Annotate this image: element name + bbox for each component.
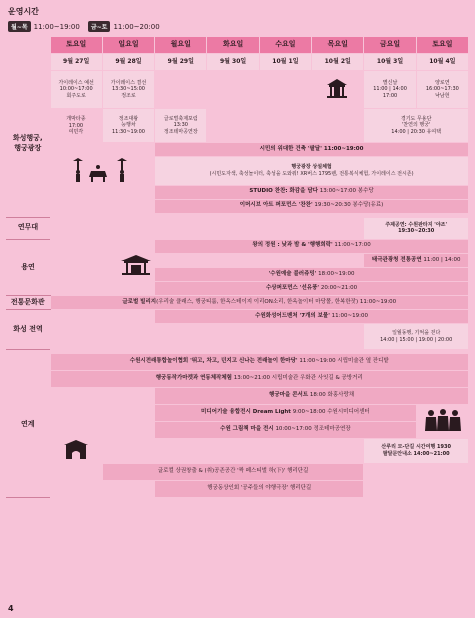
date-header: 10월 1일 [259,54,311,71]
date-header: 9월 28일 [102,54,154,71]
event-title: 왕의 정원 : 낮과 밤 & '행행희락' [252,242,333,249]
event-time: 11:00~19:00 시립미술관 옆 잔디밭 [299,358,389,365]
event-time: 18:00~19:00 [318,270,355,277]
weekend-hours: 11:00~20:00 [113,22,160,31]
table-row [6,439,469,464]
day-header: 수요일 [259,37,311,54]
schedule-title: 운영시간 [8,7,39,16]
event-time: 19:30~20:30 봉수당(유료) [314,202,384,209]
event-bar: 글로컬 상권창출 & (취)공존공간 '짝 페스티벌 하(下)' 행리단길 [102,463,364,480]
event-bar [155,422,417,439]
event-time: 13:00~17:00 봉수당 [319,188,374,195]
pavilion-icon [50,253,155,282]
event-time: 9:00~18:00 수원시미디어센터 [292,409,370,416]
event-bar [155,267,469,281]
event-title: 수원시전래통합놀이협회 '뛰고, 차고, 던지고 신나는 전래놀이 한마당' [129,358,298,365]
section-label-traditional: 전통문화관 [6,296,50,310]
event-title: '수원예술 블러쥬밍' [268,270,317,277]
day-header: 토요일 [416,37,468,54]
event-cell [155,157,469,186]
event-bar [155,405,417,422]
event-cell: 별신날 11:00 | 14:00 17:00 [364,71,416,109]
event-title: 수원화성어드벤처 '7개의 보물' [255,312,330,319]
date-header: 9월 27일 [50,54,102,71]
day-header-row [6,37,469,54]
day-header: 화요일 [207,37,259,54]
event-title: 시민의 위대한 건축 '팔달' 11:00~19:00 [259,145,364,152]
event-title: 수상퍼포먼스 '선유풍' [265,284,320,291]
page-number: 4 [8,604,14,613]
table-row [6,109,469,143]
event-title: 행궁마을 콘서트 [269,392,309,399]
day-header: 월요일 [155,37,207,54]
date-header: 9월 29일 [155,54,207,71]
day-header: 목요일 [312,37,364,54]
table-row [6,217,469,239]
event-bar [155,239,469,253]
date-header: 9월 30일 [207,54,259,71]
table-row [6,157,469,186]
event-time: 10:00~17:00 정조테마공연장 [275,426,351,433]
event-cell: 글로벌축제포럼 13:30 정조테마공연장 [155,109,207,143]
gate-icon [50,439,102,464]
event-bar [155,282,469,296]
table-row [6,388,469,405]
event-bar [50,296,469,310]
event-title: 글로벌 빌리지 [122,298,157,305]
table-row [6,71,469,109]
event-bar [155,310,469,324]
event-title: 미디어기술 융합전시 Dream Light [201,409,291,416]
operating-hours [8,21,168,32]
date-header: 10월 4일 [416,54,468,71]
table-row [6,354,469,371]
event-cell: 산루리 모-단길 시간여행 1930 팔달문안내소 14:00~21:00 [364,439,469,464]
event-title: 이머시브 아트 퍼포먼스 '찬찬' [239,202,313,209]
date-header: 10월 2일 [312,54,364,71]
event-time: 18:00 화홍사랑채 [309,392,355,399]
event-time: 11:00 | 14:00 [423,256,461,263]
table-row [6,371,469,388]
event-bar [155,199,469,213]
table-row [6,296,469,310]
table-row [6,199,469,213]
event-title: 수원 그림책 마을 전시 [220,426,274,433]
event-cell: 주제공연: 수원판타지 '야조' 19:30~20:30 [364,217,469,239]
parade-icon [50,157,155,186]
date-header: 10월 3일 [364,54,416,71]
weekday-hours: 11:00~19:00 [33,22,80,31]
day-header: 일요일 [102,37,154,54]
day-header: 토요일 [50,37,102,54]
event-bar [50,354,469,371]
corner-cell [6,37,50,54]
event-bar [155,388,469,405]
event-cell: 가이레이스 예선 10:00~17:00 회주도로 [50,71,102,109]
event-desc: (시민도자색, 축성놀이터, 축성을 도와줘! XR버스 1795렌, 전통복식체험, 가이레이스 전시존) [209,170,414,177]
event-cell: 개막타종 17:00 여민각 [66,116,86,135]
table-row [6,143,469,157]
table-row [6,480,469,497]
section-label-fortress: 화성 전역 [6,310,50,350]
schedule-table [6,36,469,498]
event-bar [364,253,469,267]
event-title: 행궁동작가마켓과 연동체작체험 [155,375,232,382]
event-cell: 양로연 16:00~17:30 낙남헌 [416,71,468,109]
table-row [6,282,469,296]
section-label-yongyeon: 용연 [6,239,50,296]
table-row [6,324,469,350]
event-time: 13:00~21:00 시립미술관 우화관 사잇길 & 공방거리 [233,375,363,382]
table-row [6,463,469,480]
palace-icon [155,71,364,109]
event-cell: 가이레이스 결선 13:30~15:00 정조로 [102,71,154,109]
table-row [6,239,469,253]
event-time: 11:00~19:00 [331,312,368,319]
event-desc: (우리술 클래스, 행궁티룸, 한옥스테이지 이리ON소리, 한옥놀이터 마당폴, 한복한잣) 11:00~19:00 [156,298,397,305]
weekday-tag: 월~목 [8,21,31,32]
event-bar [155,185,469,199]
event-time: 20:00~21:00 [320,284,358,291]
event-title: STUDIO 찬찬: 화감을 담다 [249,188,318,195]
weekend-tag: 금~토 [88,21,111,32]
section-label-linked: 연계 [6,354,50,498]
table-row [6,422,469,439]
event-cell: 정조대왕 능행차 11:30~19:00 [102,109,154,143]
section-label-hwaseong [6,71,50,218]
section-label-yeonmudae: 연무대 [6,217,50,239]
event-title: 태극관광청 전통공연 [371,256,422,263]
table-row [6,253,469,267]
event-bar: 행궁동상인회 '공주들의 야행극장' 행리단길 [155,480,364,497]
section-label: 화성행궁, 행궁광장 [12,134,43,152]
event-bar [155,143,469,157]
date-header-row [6,54,469,71]
figures-icon [416,405,468,439]
event-cell: 일월동행, 기억을 걷다 14:00 | 15:00 | 19:00 | 20:00 [364,324,469,350]
event-cell: 경기도 무용단 '찬연의 행궁' 14:00 | 20:30 유여택 [364,109,469,143]
table-row [6,185,469,199]
table-row [6,310,469,324]
event-bar [50,371,469,388]
event-title: 행궁광장 상설체험 [291,164,332,171]
day-header: 금요일 [364,37,416,54]
table-row [6,405,469,422]
event-time: 11:00~17:00 [334,242,371,249]
